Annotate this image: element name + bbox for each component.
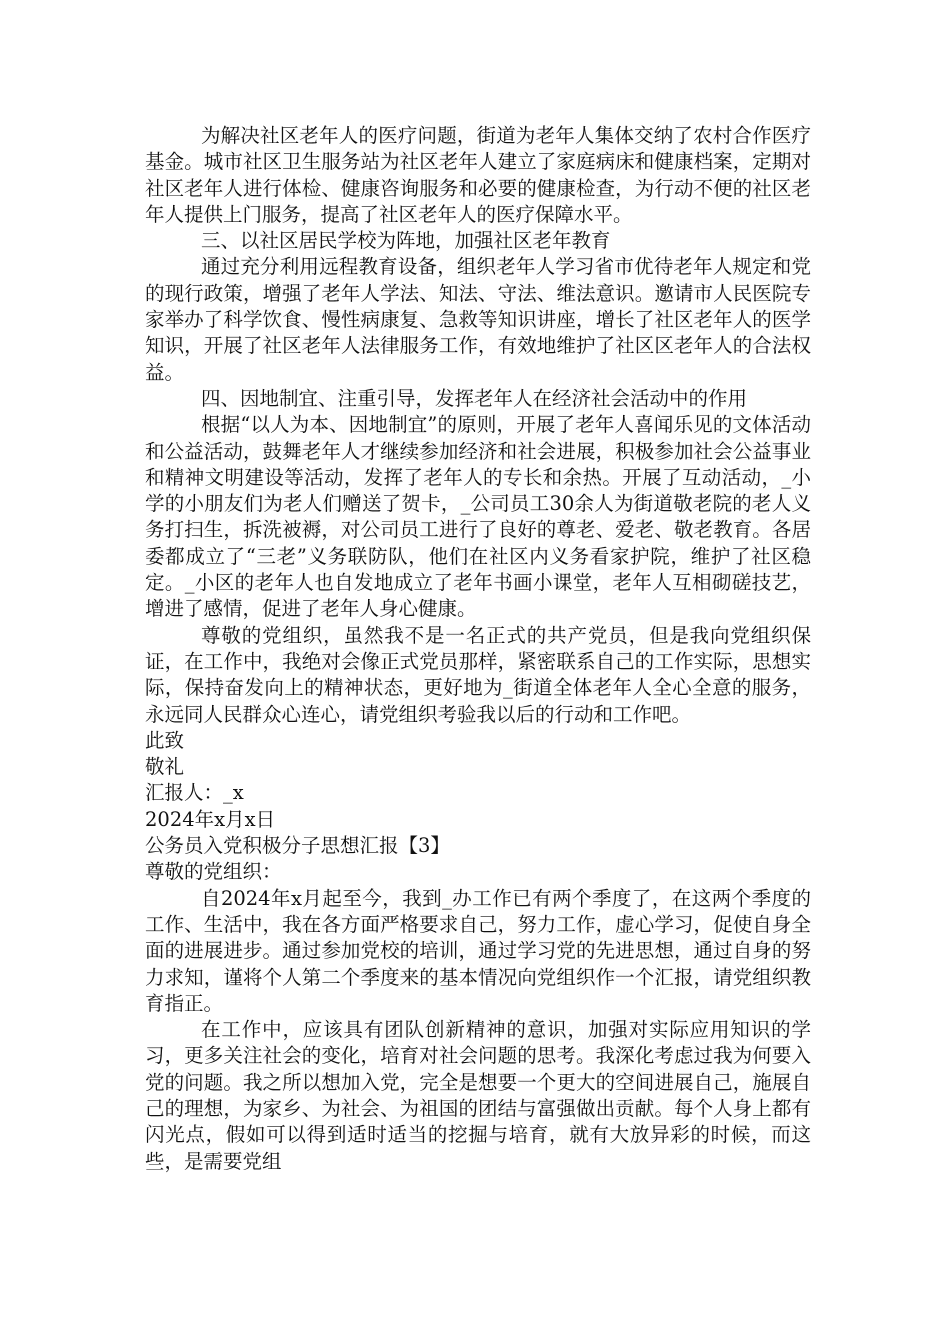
reporter-line: 汇报人：_x	[145, 781, 244, 805]
paragraph-pledge: 尊敬的党组织，虽然我不是一名正式的共产党员，但是我向党组织保证，在工作中，我绝对会像正式党员那样，紧密联系自己的工作实际，思想实际，保持奋发向上的精神状态，更好地为_街道全体老年人全心全意的服务，永远同人民群众心连心，请党组织考验我以后的行动和工作吧。	[145, 623, 811, 726]
next-report-title: 公务员入党积极分子思想汇报【3】	[145, 834, 450, 858]
heading-section-three: 三、以社区居民学校为阵地，加强社区老年教育	[201, 229, 611, 253]
closing-line-ci-zhi: 此致	[145, 728, 185, 752]
paragraph-medical-care: 为解决社区老年人的医疗问题，街道为老年人集体交纳了农村合作医疗基金。城市社区卫生服务站为社区老年人建立了家庭病床和健康档案，定期对社区老年人进行体检、健康咨询服务和必要的健康检查，为行动不便的社区老年人提供上门服务，提高了社区老年人的医疗保障水平。	[145, 124, 811, 226]
date-line: 2024年x月x日	[145, 807, 276, 831]
paragraph-activities: 根据“以人为本、因地制宜”的原则，开展了老年人喜闻乐见的文体活动和公益活动，鼓舞老年人才继续参加经济和社会进展，积极参加社会公益事业和精神文明建设等活动，发挥了老年人的专长和余热。开展了互动活动，_小学的小朋友们为老人们赠送了贺卡，_公司员工30余人为街道敬老院的老人义务打扫生，拆洗被褥，对公司员工进行了良好的尊老、爱老、敬老教育。各居委都成立了“三老”义务联防队，他们在社区内义务看家护院，维护了社区稳定。_小区的老年人也自发地成立了老年书画小课堂，老年人互相砌磋技艺，增进了感情，促进了老年人身心健康。	[145, 413, 811, 621]
heading-section-four: 四、因地制宜、注重引导，发挥老年人在经济社会活动中的作用	[201, 386, 748, 410]
paragraph-motivation: 在工作中，应该具有团队创新精神的意识，加强对实际应用知识的学习，更多关注社会的变化，培育对社会问题的思考。我深化考虑过我为何要入党的问题。我之所以想加入党，完全是想要一个更大的空间进展自己，施展自己的理想，为家乡、为社会、为祖国的团结与富强做出贡献。每个人身上都有闪光点，假如可以得到适时适当的挖掘与培育，就有大放异彩的时候，而这些，是需要党组	[145, 1018, 811, 1173]
salutation-line: 尊敬的党组织：	[145, 860, 282, 884]
paragraph-work-summary: 自2024年x月起至今，我到_办工作已有两个季度了，在这两个季度的工作、生活中，我在各方面严格要求自己，努力工作，虚心学习，促使自身全面的进展进步。通过参加党校的培训，通过学习党的先进思想，通过自身的努力求知，谨将个人第二个季度来的基本情况向党组织作一个汇报，请党组织教育指正。	[145, 886, 811, 1015]
closing-line-jing-li: 敬礼	[145, 755, 185, 779]
paragraph-remote-education: 通过充分利用远程教育设备，组织老年人学习省市优待老年人规定和党的现行政策，增强了老年人学法、知法、守法、维法意识。邀请市人民医院专家举办了科学饮食、慢性病康复、急救等知识讲座，增长了社区老年人的医学知识，开展了社区老年人法律服务工作，有效地维护了社区区老年人的合法权益。	[145, 255, 811, 384]
document-body	[145, 123, 811, 1175]
